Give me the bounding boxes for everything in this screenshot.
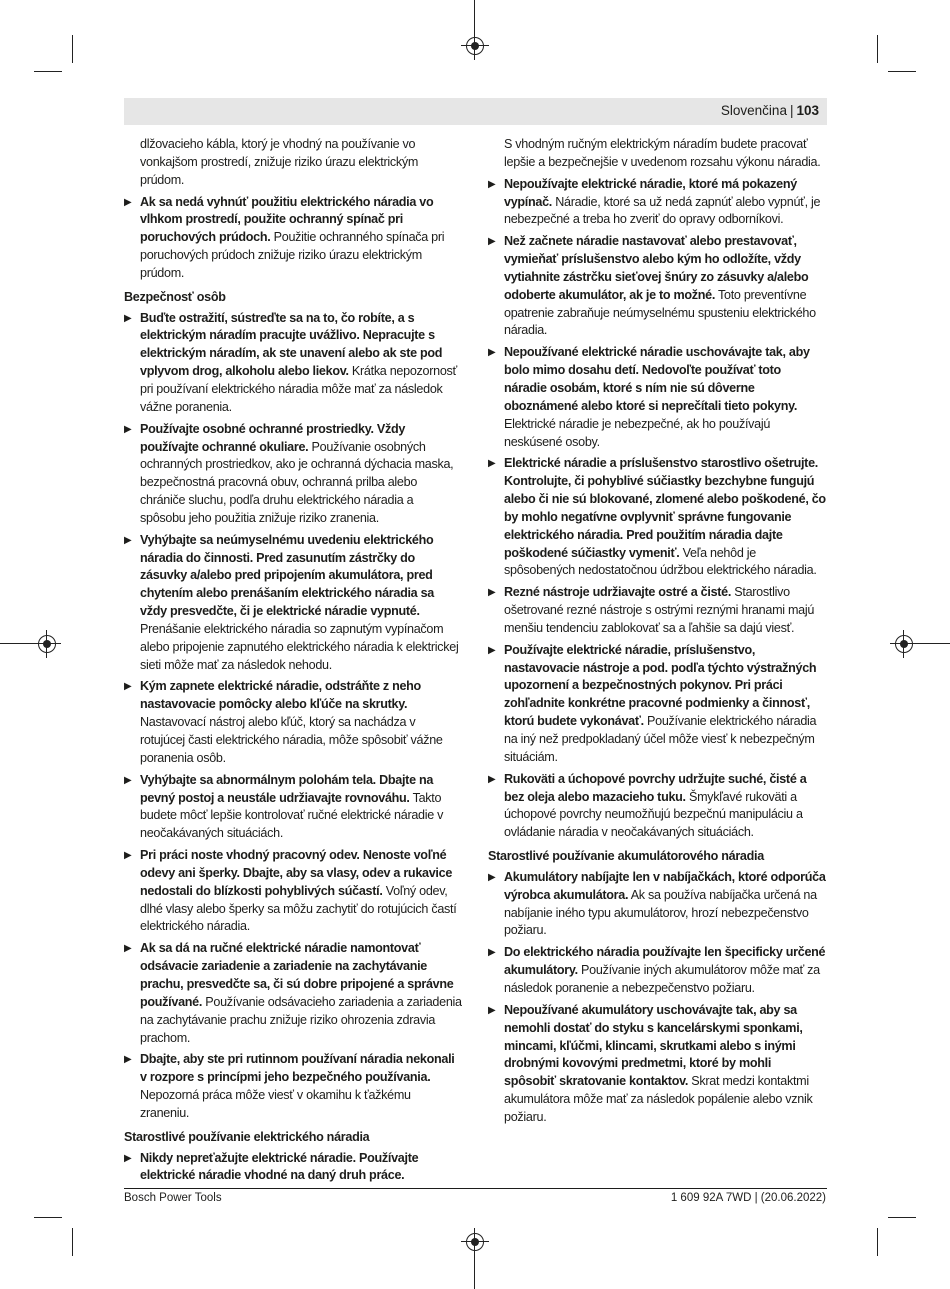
crop-mark — [72, 35, 73, 63]
safety-explanation: Starostlivo ošetrované rezné nástroje s ostrými reznými hranami majú menšiu tendenciu zablokovať sa a ľahšie sa dajú viesť. — [504, 585, 815, 635]
safety-instruction: Než začnete náradie nastavovať alebo prestavovať, vymieňať príslušenstvo alebo kým ho odložíte, vždy vytiahnite zástrčku sieťovej šnúry zo zásuvky a/alebo odoberte akumulátor, ak je to možné. — [504, 234, 809, 302]
crop-mark — [888, 71, 916, 72]
triangle-bullet-icon: ▶ — [124, 774, 132, 786]
safety-explanation: Skrat medzi kontaktmi akumulátora môže mať za následok popálenie alebo vznik požiaru. — [504, 1074, 813, 1124]
triangle-bullet-icon: ▶ — [488, 178, 496, 190]
safety-item — [124, 532, 462, 675]
triangle-bullet-icon: ▶ — [124, 534, 132, 546]
crop-mark — [474, 1253, 475, 1289]
safety-explanation: Takto budete môcť lepšie kontrolovať ručné elektrické náradie v neočakávaných situáciách. — [140, 790, 444, 841]
safety-instruction: Nikdy nepreťažujte elektrické náradie. Používajte elektrické náradie vhodné na daný druh práce. — [140, 1150, 419, 1183]
page-number: 103 — [796, 103, 819, 118]
safety-explanation: Náradie, ktoré sa už nedá zapnúť alebo vypnúť, je nebezpečné a treba ho zveriť do opravy odborníkovi. — [504, 194, 821, 227]
safety-instruction: Nepoužívané elektrické náradie uschovávajte tak, aby bolo mimo dosahu detí. Nedovoľte používať toto náradie osobám, ktoré s ním nie sú dôverne oboznámené alebo ktoré si neprečítali tieto pokyny. — [504, 345, 810, 413]
triangle-bullet-icon: ▶ — [488, 236, 496, 248]
safety-explanation: Voľný odev, dlhé vlasy alebo šperky sa môžu zachytiť do rotujúcich častí elektrického náradia. — [140, 883, 457, 934]
crop-mark — [34, 71, 62, 72]
safety-explanation: Elektrické náradie je nebezpečné, ak ho používajú neskúsené osoby. — [504, 416, 771, 449]
safety-explanation: Ak sa používa nabíjačka určená na nabíjanie iného typu akumulátorov, hrozí nebezpečenstvo požiaru. — [504, 887, 817, 938]
safety-instruction: Pri práci noste vhodný pracovný odev. Nenoste voľné odevy ani šperky. Dbajte, aby sa vlasy, odev a rukavice nedostali do blízkosti pohyblivých súčastí. — [140, 848, 453, 898]
registration-target-icon — [466, 1233, 484, 1251]
header-label: Slovenčina | 103 — [720, 103, 819, 118]
safety-instruction: Akumulátory nabíjajte len v nabíjačkách, ktoré odporúča výrobca akumulátora. — [504, 869, 826, 902]
right-column — [488, 136, 826, 1131]
safety-item — [488, 344, 826, 451]
safety-instruction: Vyhýbajte sa abnormálnym polohám tela. Dbajte na pevný postoj a neustále udržiavajte rovnováhu. — [140, 772, 434, 805]
safety-explanation: Nastavovací nástroj alebo kľúč, ktorý sa nachádza v rotujúcej časti elektrického náradia, môže spôsobiť vážne poranenia osôb. — [140, 715, 443, 765]
safety-instruction: Dbajte, aby ste pri rutinnom používaní náradia nekonali v rozpore s princípmi jeho bezpečného používania. — [140, 1052, 455, 1085]
triangle-bullet-icon: ▶ — [488, 947, 496, 959]
triangle-bullet-icon: ▶ — [124, 1152, 132, 1164]
triangle-bullet-icon: ▶ — [488, 458, 496, 470]
triangle-bullet-icon: ▶ — [488, 773, 496, 785]
page-header — [124, 98, 827, 125]
triangle-bullet-icon: ▶ — [124, 196, 132, 208]
safety-item — [488, 233, 826, 340]
safety-item — [124, 1150, 462, 1186]
header-language: Slovenčina — [720, 103, 787, 118]
safety-item — [124, 310, 462, 417]
safety-item — [124, 1051, 462, 1122]
crop-mark — [877, 35, 878, 63]
safety-item — [488, 176, 826, 230]
safety-instruction: Elektrické náradie a príslušenstvo starostlivo ošetrujte. Kontrolujte, či pohyblivé súčiastky bezchybne fungujú alebo či nie sú blokované, zlomené alebo poškodené, čo by mohlo negatívne ovplyvniť správne fungovanie elektrického náradia. Pred použitím náradia dajte poškodené súčiastky vymeniť. — [504, 456, 826, 560]
safety-instruction: Používajte osobné ochranné prostriedky. Vždy používajte ochranné okuliare. — [140, 421, 406, 454]
triangle-bullet-icon: ▶ — [124, 681, 132, 693]
safety-instruction: Ak sa dá na ručné elektrické náradie namontovať odsávacie zariadenie a zariadenie na zachytávanie prachu, presvedčte sa, či sú dobre pripojené a správne používané. — [140, 941, 454, 1009]
safety-instruction: Používajte elektrické náradie, príslušenstvo, nastavovacie nástroje a pod. podľa týchto výstražných upozornení a bezpečnostných pokynov. Pri práci zohľadnite konkrétne pracovné podmienky a činnosť, ktorú budete vykonávať. — [504, 642, 817, 729]
crop-mark — [877, 1228, 878, 1256]
safety-instruction: Rukoväti a úchopové povrchy udržujte suché, čisté a bez oleja alebo mazacieho tuku. — [504, 771, 807, 804]
triangle-bullet-icon: ▶ — [488, 347, 496, 359]
safety-explanation: Prenášanie elektrického náradia so zapnutým vypínačom alebo pripojenie zapnutého elektrického náradia k elektrickej sieti môže mať za následok nehodu. — [140, 621, 459, 672]
crop-mark — [474, 0, 475, 36]
crop-mark — [0, 643, 36, 644]
safety-item — [488, 642, 826, 767]
safety-item — [488, 1002, 826, 1127]
safety-explanation: Používanie odsávacieho zariadenia a zariadenia na zachytávanie prachu znižuje riziko ohrozenia zdravia prachom. — [140, 994, 462, 1045]
paragraph: S vhodným ručným elektrickým náradím budete pracovať lepšie a bezpečnejšie v uvedenom rozsahu výkonu náradia. — [504, 137, 821, 169]
safety-explanation: Použitie ochranného spínača pri poruchových prúdoch znižuje riziko úrazu elektrickým prúdom. — [140, 230, 445, 280]
crop-mark — [888, 1217, 916, 1218]
safety-item — [488, 771, 826, 842]
safety-instruction: Nepoužívané akumulátory uschovávajte tak, aby sa nemohli dostať do styku s kancelárskymi sponkami, mincami, kľúčmi, klincami, skrutkami alebo s inými drobnými kovovými predmetmi, ktoré by mohli spôsobiť skratovanie kontaktov. — [504, 1002, 803, 1089]
triangle-bullet-icon: ▶ — [124, 943, 132, 955]
triangle-bullet-icon: ▶ — [124, 423, 132, 435]
safety-item — [488, 584, 826, 638]
safety-item — [124, 772, 462, 843]
registration-target-icon — [38, 635, 56, 653]
safety-explanation: Krátka nepozornosť pri používaní elektrického náradia môže mať za následok vážne poranenia. — [140, 364, 457, 414]
safety-explanation: Používanie iných akumulátorov môže mať za následok poranenie a nebezpečenstvo požiaru. — [504, 963, 820, 995]
safety-item — [488, 869, 826, 940]
triangle-bullet-icon: ▶ — [124, 312, 132, 324]
section-heading: Bezpečnosť osôb — [124, 289, 226, 304]
section-heading: Starostlivé používanie akumulátorového náradia — [488, 849, 764, 864]
left-column — [124, 136, 462, 1189]
safety-instruction: Buďte ostražití, sústreďte sa na to, čo robíte, a s elektrickým náradím pracujte uvážlivo. Nepracujte s elektrickým náradím, ak ste unavení alebo ak ste pod vplyvom drog, alkoholu alebo liekov. — [140, 310, 443, 379]
triangle-bullet-icon: ▶ — [124, 1054, 132, 1066]
safety-item — [488, 455, 826, 580]
safety-instruction: Do elektrického náradia používajte len špecificky určené akumulátory. — [504, 945, 826, 978]
crop-mark — [34, 1217, 62, 1218]
triangle-bullet-icon: ▶ — [488, 1004, 496, 1016]
safety-item — [124, 847, 462, 936]
safety-instruction: Ak sa nedá vyhnúť použitiu elektrického náradia vo vlhkom prostredí, použite ochranný spínač pri poruchových prúdoch. — [140, 194, 434, 245]
triangle-bullet-icon: ▶ — [488, 644, 496, 656]
safety-explanation: Používanie osobných ochranných prostriedkov, ako je ochranná dýchacia maska, bezpečnostná pracovná obuv, ochranná prilba alebo chrániče sluchu, podľa druhu elektrického náradia a spôsobu jeho použitia znižuje riziko zranenia. — [140, 439, 454, 525]
safety-item — [488, 944, 826, 998]
triangle-bullet-icon: ▶ — [124, 850, 132, 862]
paragraph: dlžovacieho kábla, ktorý je vhodný na používanie vo vonkajšom prostredí, znižuje riziko úrazu elektrickým prúdom. — [140, 137, 419, 187]
safety-item — [124, 194, 462, 283]
safety-instruction: Kým zapnete elektrické náradie, odstráňte z neho nastavovacie pomôcky alebo kľúče na skrutky. — [140, 679, 421, 712]
crop-mark — [914, 643, 950, 644]
safety-explanation: Nepozorná práca môže viesť v okamihu k ťažkému zraneniu. — [140, 1088, 411, 1120]
safety-item — [124, 421, 462, 528]
safety-instruction: Vyhýbajte sa neúmyselnému uvedeniu elektrického náradia do činnosti. Pred zasunutím zástrčky do zásuvky a/alebo pred pripojením akumulátora, pred chytením alebo prenášaním elektrického náradia sa vždy presvedčte, či je elektrické náradie vypnuté. — [140, 532, 434, 619]
triangle-bullet-icon: ▶ — [488, 871, 496, 883]
registration-target-icon — [466, 37, 484, 55]
footer-divider — [124, 1188, 827, 1189]
section-heading: Starostlivé používanie elektrického náradia — [124, 1129, 370, 1144]
footer-brand: Bosch Power Tools — [124, 1192, 222, 1204]
safety-instruction: Nepoužívajte elektrické náradie, ktoré má pokazený vypínač. — [504, 176, 797, 209]
safety-explanation: Toto preventívne opatrenie zabraňuje neúmyselnému spusteniu elektrického náradia. — [504, 287, 816, 338]
safety-item — [124, 678, 462, 767]
safety-item — [124, 940, 462, 1047]
safety-instruction: Rezné nástroje udržiavajte ostré a čisté. — [504, 585, 732, 600]
footer-doc-id: 1 609 92A 7WD | (20.06.2022) — [670, 1192, 826, 1204]
triangle-bullet-icon: ▶ — [488, 587, 496, 599]
crop-mark — [72, 1228, 73, 1256]
safety-explanation: Šmykľavé rukoväti a úchopové povrchy neumožňujú bezpečnú manipuláciu a ovládanie náradia v neočakávaných situáciách. — [504, 789, 803, 840]
safety-explanation: Používanie elektrického náradia na iný než predpokladaný účel môže viesť k nebezpečným situáciám. — [504, 714, 817, 764]
safety-explanation: Veľa nehôd je spôsobených nedostatočnou údržbou elektrického náradia. — [504, 545, 817, 578]
registration-target-icon — [895, 635, 913, 653]
